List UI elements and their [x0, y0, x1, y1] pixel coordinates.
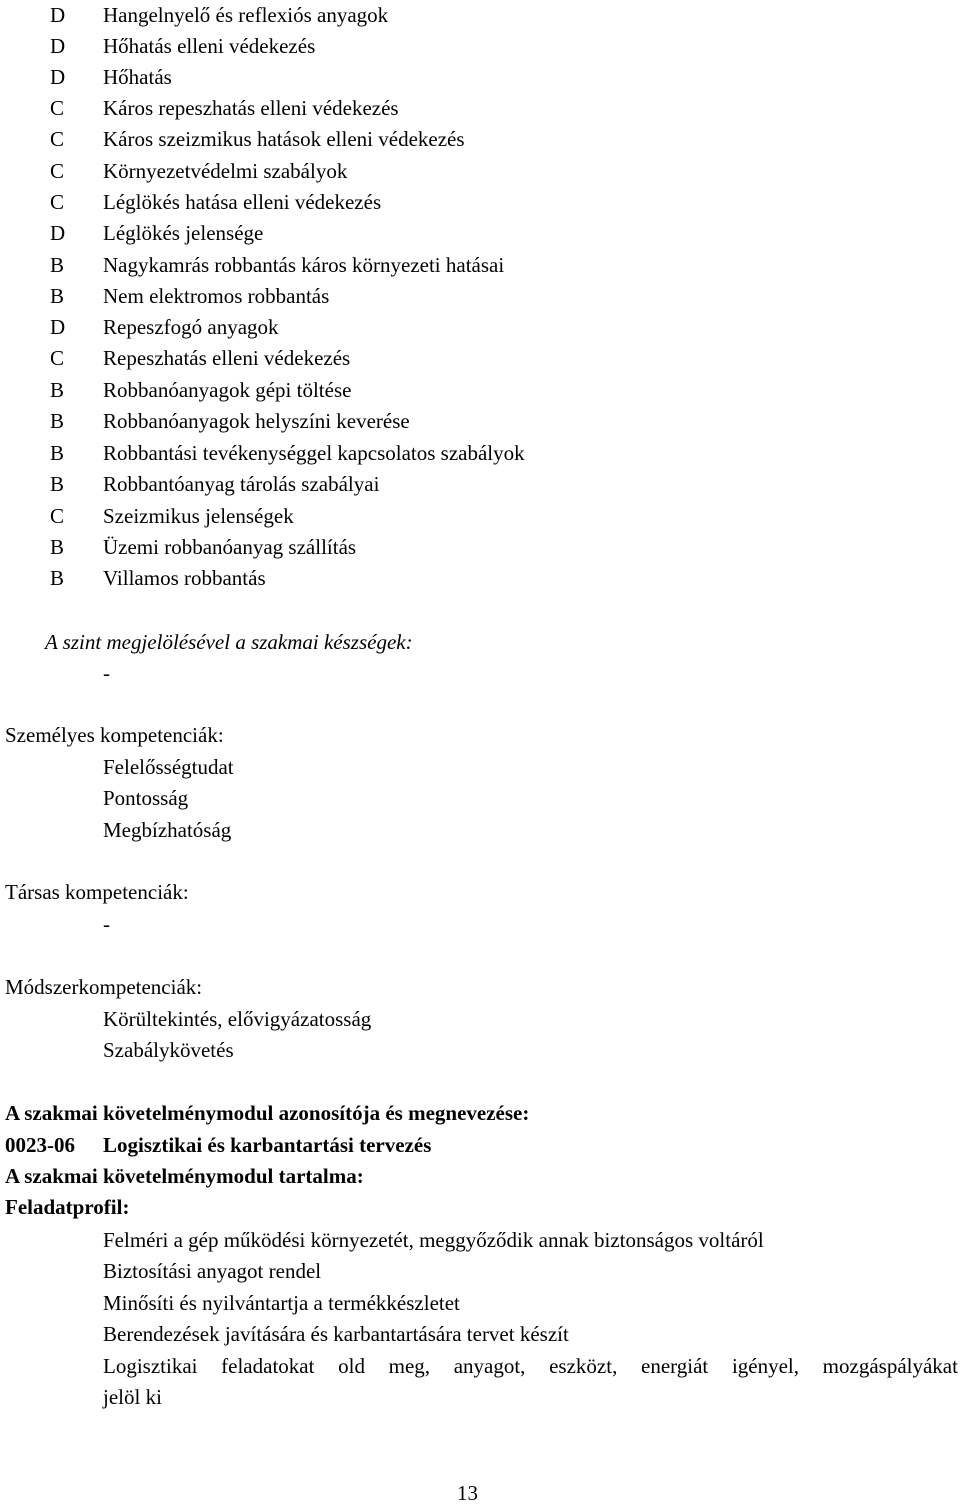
level-cell: C: [50, 504, 65, 528]
module-id-heading: A szakmai követelménymodul azonosítója és megnevezése:: [5, 1101, 530, 1125]
level-cell: C: [50, 159, 65, 183]
module-code: 0023-06: [5, 1133, 75, 1157]
level-cell: B: [50, 472, 65, 496]
module-name: Logisztikai és karbantartási tervezés: [103, 1133, 432, 1157]
task-item: Felméri a gép működési környezetét, meggyőződik annak biztonságos voltáról: [103, 1228, 764, 1252]
task-item: Minősíti és nyilvántartja a termékkészletet: [103, 1291, 460, 1315]
level-cell: B: [50, 378, 65, 402]
task-word: Logisztikai: [103, 1354, 198, 1378]
topic-cell: Üzemi robbanóanyag szállítás: [103, 535, 357, 559]
module-content-heading: A szakmai követelménymodul tartalma:: [5, 1164, 364, 1188]
level-cell: B: [50, 409, 65, 433]
level-cell: D: [50, 315, 66, 339]
task-word: energiát: [641, 1354, 709, 1378]
task-profile-heading: Feladatprofil:: [5, 1195, 130, 1219]
level-cell: C: [50, 96, 65, 120]
page-number: 13: [457, 1481, 478, 1505]
topic-cell: Nagykamrás robbantás káros környezeti hatásai: [103, 253, 505, 277]
topic-cell: Hangelnyelő és reflexiós anyagok: [103, 3, 389, 27]
topic-cell: Robbantási tevékenységgel kapcsolatos szabályok: [103, 441, 525, 465]
level-cell: D: [50, 3, 66, 27]
topic-cell: Repeszfogó anyagok: [103, 315, 279, 339]
social-competences-heading: Társas kompetenciák:: [5, 880, 189, 904]
social-competence-item: -: [103, 912, 110, 936]
task-word: anyagot,: [453, 1354, 526, 1378]
level-cell: B: [50, 253, 65, 277]
topic-cell: Nem elektromos robbantás: [103, 284, 330, 308]
level-cell: D: [50, 65, 66, 89]
topic-cell: Robbanóanyagok gépi töltése: [103, 378, 352, 402]
level-cell: C: [50, 346, 65, 370]
level-cell: B: [50, 566, 65, 590]
topic-cell: Léglökés hatása elleni védekezés: [103, 190, 382, 214]
task-item: Berendezések javítására és karbantartására tervet készít: [103, 1322, 569, 1346]
topic-cell: Repeszhatás elleni védekezés: [103, 346, 351, 370]
module-title: [5, 1130, 431, 1161]
topic-cell: Robbantóanyag tárolás szabályai: [103, 472, 380, 496]
skills-item: -: [103, 661, 110, 685]
topic-cell: Szeizmikus jelenségek: [103, 504, 294, 528]
personal-competence-item: Megbízhatóság: [103, 818, 232, 842]
task-item: Biztosítási anyagot rendel: [103, 1259, 322, 1283]
personal-competences-heading: Személyes kompetenciák:: [5, 723, 224, 747]
method-competence-item: Szabálykövetés: [103, 1038, 234, 1062]
task-word: old: [338, 1354, 365, 1378]
personal-competence-item: Felelősségtudat: [103, 755, 234, 779]
task-word: meg,: [388, 1354, 431, 1378]
level-cell: B: [50, 535, 65, 559]
topic-cell: Hőhatás elleni védekezés: [103, 34, 316, 58]
task-word: eszközt,: [549, 1354, 618, 1378]
level-cell: C: [50, 190, 65, 214]
topic-cell: Környezetvédelmi szabályok: [103, 159, 348, 183]
level-cell: B: [50, 441, 65, 465]
task-word: igényel,: [731, 1354, 799, 1378]
level-cell: C: [50, 127, 65, 151]
task-item-last-line2: jelöl ki: [103, 1385, 162, 1409]
topic-cell: Káros repeszhatás elleni védekezés: [103, 96, 399, 120]
topic-cell: Káros szeizmikus hatások elleni védekezés: [103, 127, 465, 151]
topic-cell: Hőhatás: [103, 65, 172, 89]
skills-heading: A szint megjelölésével a szakmai készségek:: [45, 630, 413, 654]
topic-cell: Léglökés jelensége: [103, 221, 264, 245]
task-item-last-line1: [103, 1351, 958, 1382]
method-competences-heading: Módszerkompetenciák:: [5, 975, 203, 999]
topic-cell: Villamos robbantás: [103, 566, 266, 590]
task-word: mozgáspályákat: [822, 1354, 958, 1378]
level-cell: B: [50, 284, 65, 308]
level-cell: D: [50, 221, 66, 245]
topic-cell: Robbanóanyagok helyszíni keverése: [103, 409, 410, 433]
level-cell: D: [50, 34, 66, 58]
method-competence-item: Körültekintés, elővigyázatosság: [103, 1007, 372, 1031]
task-word: feladatokat: [221, 1354, 315, 1378]
personal-competence-item: Pontosság: [103, 786, 189, 810]
